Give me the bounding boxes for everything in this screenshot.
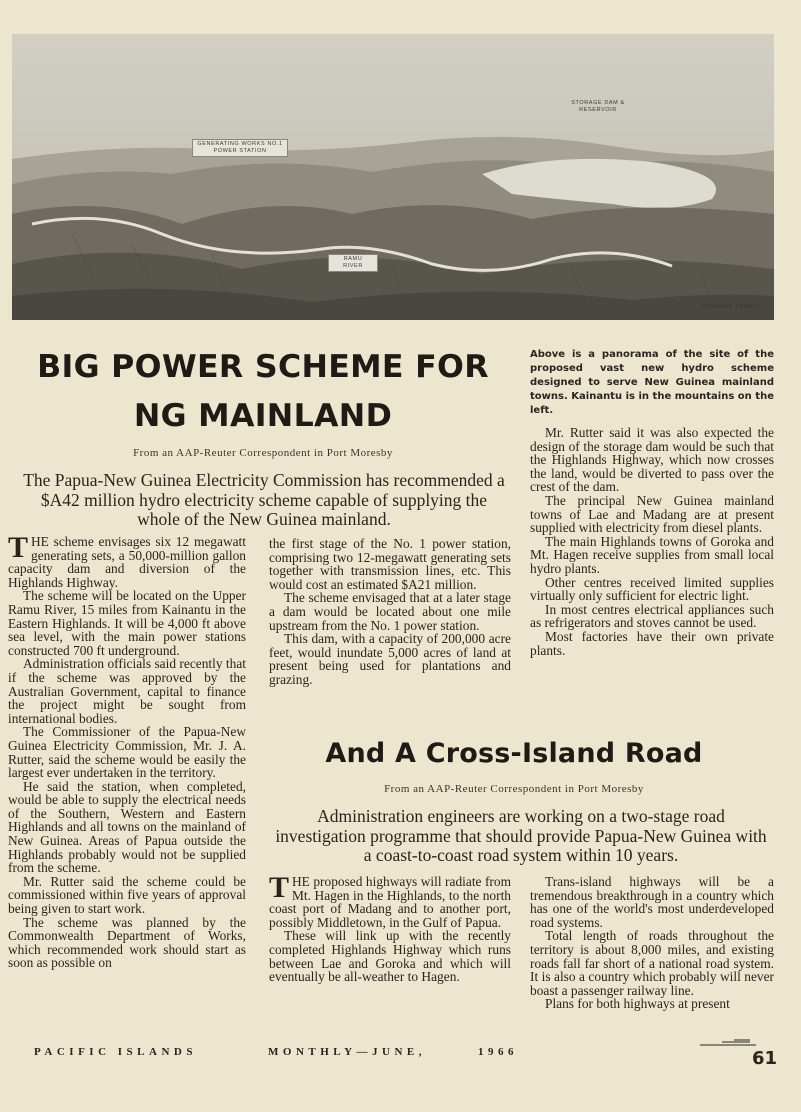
byline-article-2: From an AAP-Reuter Correspondent in Port Moresby (384, 783, 644, 795)
byline-article-1: From an AAP-Reuter Correspondent in Port Moresby (133, 447, 393, 459)
article1-column-1 (8, 531, 246, 971)
drop-cap: T (8, 531, 29, 564)
article1-column-2 (269, 537, 511, 687)
article1-col1-para-6: Mr. Rutter said the scheme could be commissioned within five years of approval being given to start work. (8, 873, 246, 917)
article1-col3-para-3: The main Highlands towns of Goroka and Mt. Hagen receive supplies from small local hydro plants. (530, 533, 774, 576)
article2-col3-para-3: Plans for both highways at present (545, 996, 730, 1012)
artist-signature: CHARLES SEWELL (702, 304, 762, 310)
drop-cap-2: T (269, 871, 290, 904)
article2-col3-para-1: Trans-island highways will be a tremendous breakthrough in a country which has one of the world's most underdeveloped road systems. (530, 874, 774, 930)
article1-col1-para-2: The scheme will be located on the Upper Ramu River, 15 miles from Kainantu in the Eastern Highlands. It will be 4,000 ft above sea level, with the main power stations constructed 700 ft underground. (8, 588, 246, 658)
article1-col3-para-1: Mr. Rutter said it was also expected the design of the storage dam would be such that the Highlands Highway, which now crosses the land, would be diverted to pass over the crest of the dam. (530, 425, 774, 495)
article1-col3-para-5: In most centres electrical appliances such as refrigerators and stoves cannot be used. (530, 601, 774, 631)
intro-article-2: Administration engineers are working on a two-stage road investigation programme that should provide Papua-New Guinea with a coast-to-coast road system within 10 years. (275, 806, 767, 865)
footer-publication-left: PACIFIC ISLANDS (34, 1046, 197, 1058)
article1-column-3 (530, 426, 774, 657)
footer-publication-middle: MONTHLY—JUNE, (268, 1046, 427, 1058)
headline-article-2: And A Cross-Island Road (325, 738, 703, 769)
article2-col2-para-2: These will link up with the recently completed Highlands Highway which runs between Lae and Goroka and which will eventually be all-weather to Hagen. (269, 928, 511, 985)
panorama-caption: Above is a panorama of the site of the proposed vast new hydro scheme designed to serve New Guinea mainland towns. Kainantu is in the mountains on the left. (530, 349, 774, 416)
article1-col1-para-5: He said the station, when completed, would be able to supply the electrical needs of the Southern, Western and Eastern Highlands and all towns on the mainland of New Guinea. Areas of Papua outside the Highlands probably would not be supplied from the scheme. (8, 778, 246, 876)
article1-col2-para-1: the first stage of the No. 1 power station, comprising two 12-megawatt generating sets together with transmission lines, etc. This would cost an estimated $A21 million. (269, 536, 511, 592)
footer-year: 1966 (478, 1046, 518, 1058)
article2-column-2 (269, 871, 511, 985)
article1-col1-para-1: THE scheme envisages six 12 megawatt generating sets, a 50,000-million gallon capacity dam and diversion of the Highlands Highway. (8, 531, 246, 590)
article1-col2-para-3: This dam, with a capacity of 200,000 acre feet, would inundate 5,000 acres of land at present being used for plantations and grazing. (269, 631, 511, 687)
article1-col1-para-7: The scheme was planned by the Commonwealth Department of Works, which recommended work should start as soon as possible on (8, 914, 246, 971)
article2-col2-para-1: THE proposed highways will radiate from Mt. Hagen in the Highlands, to the north coast port of Madang and to another port, possibly Middletown, in the Gulf of Papua. (269, 871, 511, 930)
article1-col3-para-4: Other centres received limited supplies virtually only sufficient for electric light. (530, 574, 774, 604)
article1-col3-para-2: The principal New Guinea mainland towns of Lae and Madang are at present supplied with electricity from diesel plants. (530, 492, 774, 536)
article1-col1-para-3: Administration officials said recently that if the scheme was approved by the Australian Government, capital to finance the project might be sought from international bodies. (8, 656, 246, 726)
article2-column-3 (530, 875, 774, 1011)
panorama-illustration (12, 34, 774, 320)
article1-col3-para-6: Most factories have their own private plants. (530, 628, 774, 658)
article2-col3-para-2: Total length of roads throughout the territory is about 8,000 miles, and existing roads fall far short of a national road system. It is also a country which probably will never boast a passenger railway line. (530, 928, 774, 998)
headline-line-2: NG MAINLAND (133, 398, 393, 434)
headline-line-1: BIG POWER SCHEME FOR (37, 349, 489, 385)
article1-col1-para-4: The Commissioner of the Papua-New Guinea Electricity Commission, Mr. J. A. Rutter, said the scheme would be easily the largest ever undertaken in the territory. (8, 724, 246, 781)
article1-col2-para-2: The scheme envisaged that at a later stage a dam would be located about one mile upstream from the No. 1 power station. (269, 590, 511, 633)
footer-ornament (700, 1034, 756, 1042)
label-generating-works: GENERATING WORKS NO.1 POWER STATION (192, 139, 288, 157)
label-ramu-river: RAMU RIVER (328, 254, 378, 272)
page-number: 61 (752, 1048, 778, 1069)
label-storage-dam: STORAGE DAM & RESERVOIR (571, 100, 625, 113)
intro-article-1: The Papua-New Guinea Electricity Commission has recommended a $A42 million hydro electricity scheme capable of supplying the whole of the New Guinea mainland. (23, 470, 505, 529)
